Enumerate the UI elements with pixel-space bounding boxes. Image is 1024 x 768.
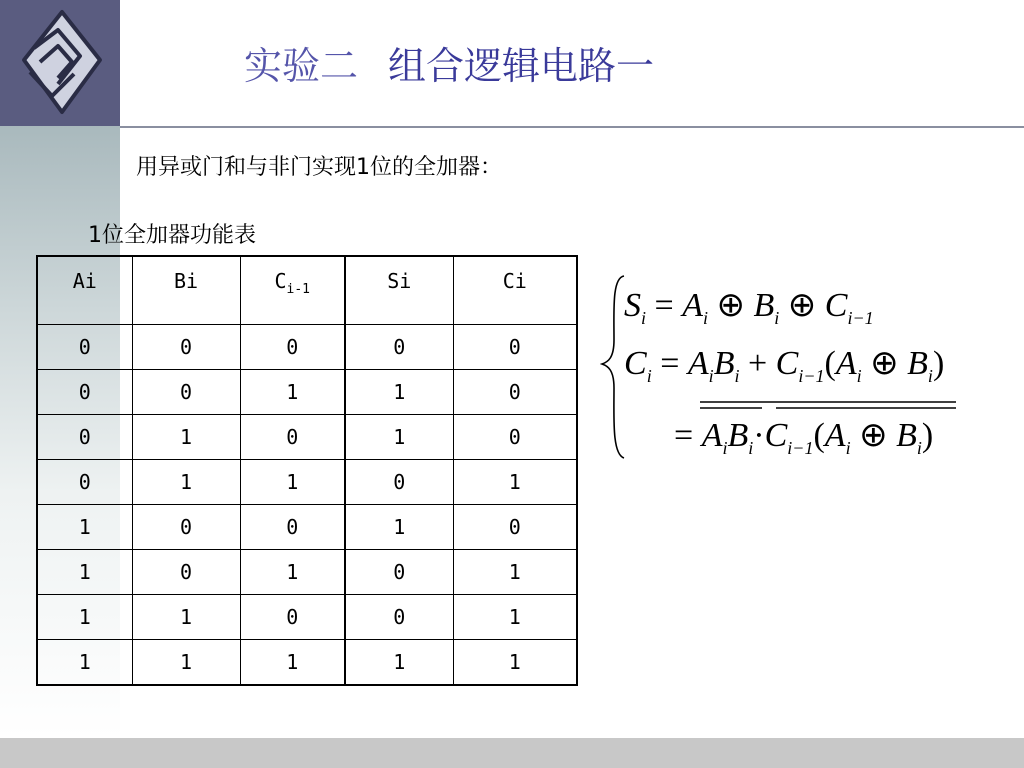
cell: 0	[132, 504, 240, 549]
logo	[0, 0, 120, 126]
cell: 1	[37, 594, 132, 639]
cell: 0	[453, 369, 577, 414]
header-bi: Bi	[132, 256, 240, 324]
cell: 1	[453, 639, 577, 685]
cell: 1	[132, 639, 240, 685]
table-row	[37, 369, 577, 414]
page-title	[244, 36, 654, 96]
logo-emblem-icon	[0, 0, 120, 126]
cell: 1	[345, 639, 453, 685]
cell: 0	[345, 594, 453, 639]
cell: 1	[240, 369, 345, 414]
cell: 0	[240, 504, 345, 549]
table-row	[37, 324, 577, 369]
cell: 0	[240, 414, 345, 459]
cell: 1	[345, 414, 453, 459]
cell: 1	[132, 459, 240, 504]
cell: 0	[345, 459, 453, 504]
cell: 1	[240, 459, 345, 504]
cell: 0	[453, 324, 577, 369]
footer-band	[0, 738, 1024, 768]
title-prefix: 实验二	[244, 44, 359, 88]
cell: 0	[453, 504, 577, 549]
table-row	[37, 504, 577, 549]
cell: 0	[345, 549, 453, 594]
cell: 1	[453, 594, 577, 639]
cell: 0	[37, 324, 132, 369]
cell: 1	[37, 639, 132, 685]
cell: 0	[37, 459, 132, 504]
sum-equation: $S_i = A_i$ ⊕ $B_i$ ⊕ $C_{i-1}$	[624, 287, 874, 328]
full-adder-equations	[600, 270, 1000, 470]
cell: 1	[345, 504, 453, 549]
cell: 0	[132, 369, 240, 414]
header-ai: Ai	[37, 256, 132, 324]
carry-equation: $C_i = A_iB_i + C_{i-1}(A_i$ ⊕ $B_i$)	[624, 345, 945, 386]
table-header-row	[37, 256, 577, 324]
header-ci-1: $C_{i-1}$	[240, 256, 345, 324]
cell: 0	[132, 549, 240, 594]
cell: 1	[37, 549, 132, 594]
cell: 1	[240, 549, 345, 594]
cell: 1	[37, 504, 132, 549]
header-ci: Ci	[453, 256, 577, 324]
cell: 0	[37, 369, 132, 414]
cell: 0	[240, 324, 345, 369]
table-row	[37, 594, 577, 639]
carry-nand-equation: = $A_iB_i\cdot C_{i-1}(A_i$ ⊕ $B_i$)	[674, 417, 934, 458]
table-row	[37, 414, 577, 459]
cell: 0	[345, 324, 453, 369]
cell: 1	[132, 594, 240, 639]
truth-table	[36, 255, 578, 686]
cell: 0	[132, 324, 240, 369]
cell: 0	[453, 414, 577, 459]
table-row	[37, 549, 577, 594]
intro-text: 用异或门和与非门实现1位的全加器：	[136, 155, 502, 180]
table-caption: 1位全加器功能表	[88, 223, 256, 248]
cell: 0	[240, 594, 345, 639]
cell: 1	[453, 549, 577, 594]
header-divider	[120, 126, 1024, 128]
cell: 1	[453, 459, 577, 504]
brace-icon	[602, 276, 624, 458]
cell: 1	[132, 414, 240, 459]
cell: 1	[240, 639, 345, 685]
header-si: Si	[345, 256, 453, 324]
table-row	[37, 459, 577, 504]
cell: 1	[345, 369, 453, 414]
title-main: 组合逻辑电路一	[388, 44, 655, 88]
cell: 0	[37, 414, 132, 459]
table-row	[37, 639, 577, 685]
